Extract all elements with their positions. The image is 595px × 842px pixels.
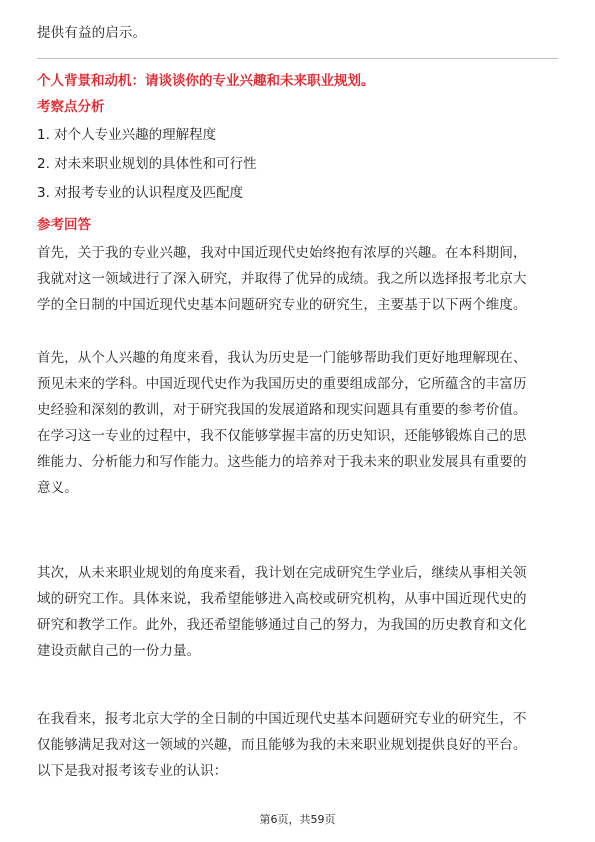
- section-divider: [37, 58, 558, 59]
- paragraph-line: 意义。: [37, 480, 78, 496]
- paragraph-line: 研究和教学工作。此外，我还希望能够通过自己的努力，为我国的历史教育和文化: [37, 617, 527, 633]
- analysis-heading: 考察点分析: [37, 99, 105, 115]
- paragraph-line: 其次，从未来职业规划的角度来看，我计划在完成研究生学业后，继续从事相关领: [37, 565, 527, 581]
- question-heading: [37, 72, 375, 90]
- question-text: 请谈谈你的专业兴趣和未来职业规划。: [145, 73, 375, 89]
- answer-heading: 参考回答: [37, 217, 91, 233]
- paragraph-line: 我就对这一领域进行了深入研究，并取得了优异的成绩。我之所以选择报考北京大: [37, 271, 527, 287]
- analysis-item: 3. 对报考专业的认识程度及匹配度: [37, 185, 244, 201]
- intro-tail-text: 提供有益的启示。: [37, 25, 147, 41]
- question-label: 个人背景和动机：: [37, 73, 145, 89]
- answer-paragraph-4: [37, 706, 558, 784]
- paragraph-line: 在我看来，报考北京大学的全日制的中国近现代史基本问题研究专业的研究生，不: [37, 711, 527, 727]
- analysis-item: 2. 对未来职业规划的具体性和可行性: [37, 156, 257, 172]
- paragraph-line: 预见未来的学科。中国近现代史作为我国历史的重要组成部分，它所蕴含的丰富历: [37, 376, 527, 392]
- answer-paragraph-2: [37, 345, 558, 501]
- analysis-item: 1. 对个人专业兴趣的理解程度: [37, 127, 217, 143]
- paragraph-line: 维能力、分析能力和写作能力。这些能力的培养对于我未来的职业发展具有重要的: [37, 454, 527, 470]
- paragraph-line: 首先，关于我的专业兴趣，我对中国近现代史始终抱有浓厚的兴趣。在本科期间，: [37, 245, 527, 261]
- paragraph-line: 域的研究工作。具体来说，我希望能够进入高校或研究机构，从事中国近现代史的: [37, 591, 527, 607]
- paragraph-line: 在学习这一专业的过程中，我不仅能够掌握丰富的历史知识，还能够锻炼自己的思: [37, 428, 527, 444]
- paragraph-line: 史经验和深刻的教训，对于研究我国的发展道路和现实问题具有重要的参考价值。: [37, 402, 527, 418]
- paragraph-line: 学的全日制的中国近现代史基本问题研究专业的研究生，主要基于以下两个维度。: [37, 297, 527, 313]
- answer-paragraph-1: [37, 240, 558, 318]
- paragraph-line: 以下是我对报考该专业的认识：: [37, 763, 228, 779]
- page-number-footer: 第6页，共59页: [259, 813, 336, 826]
- answer-paragraph-3: [37, 560, 558, 664]
- paragraph-line: 建设贡献自己的一份力量。: [37, 643, 201, 659]
- paragraph-line: 仅能够满足我对这一领域的兴趣，而且能够为我的未来职业规划提供良好的平台。: [37, 737, 527, 753]
- paragraph-line: 首先，从个人兴趣的角度来看，我认为历史是一门能够帮助我们更好地理解现在、: [37, 350, 527, 366]
